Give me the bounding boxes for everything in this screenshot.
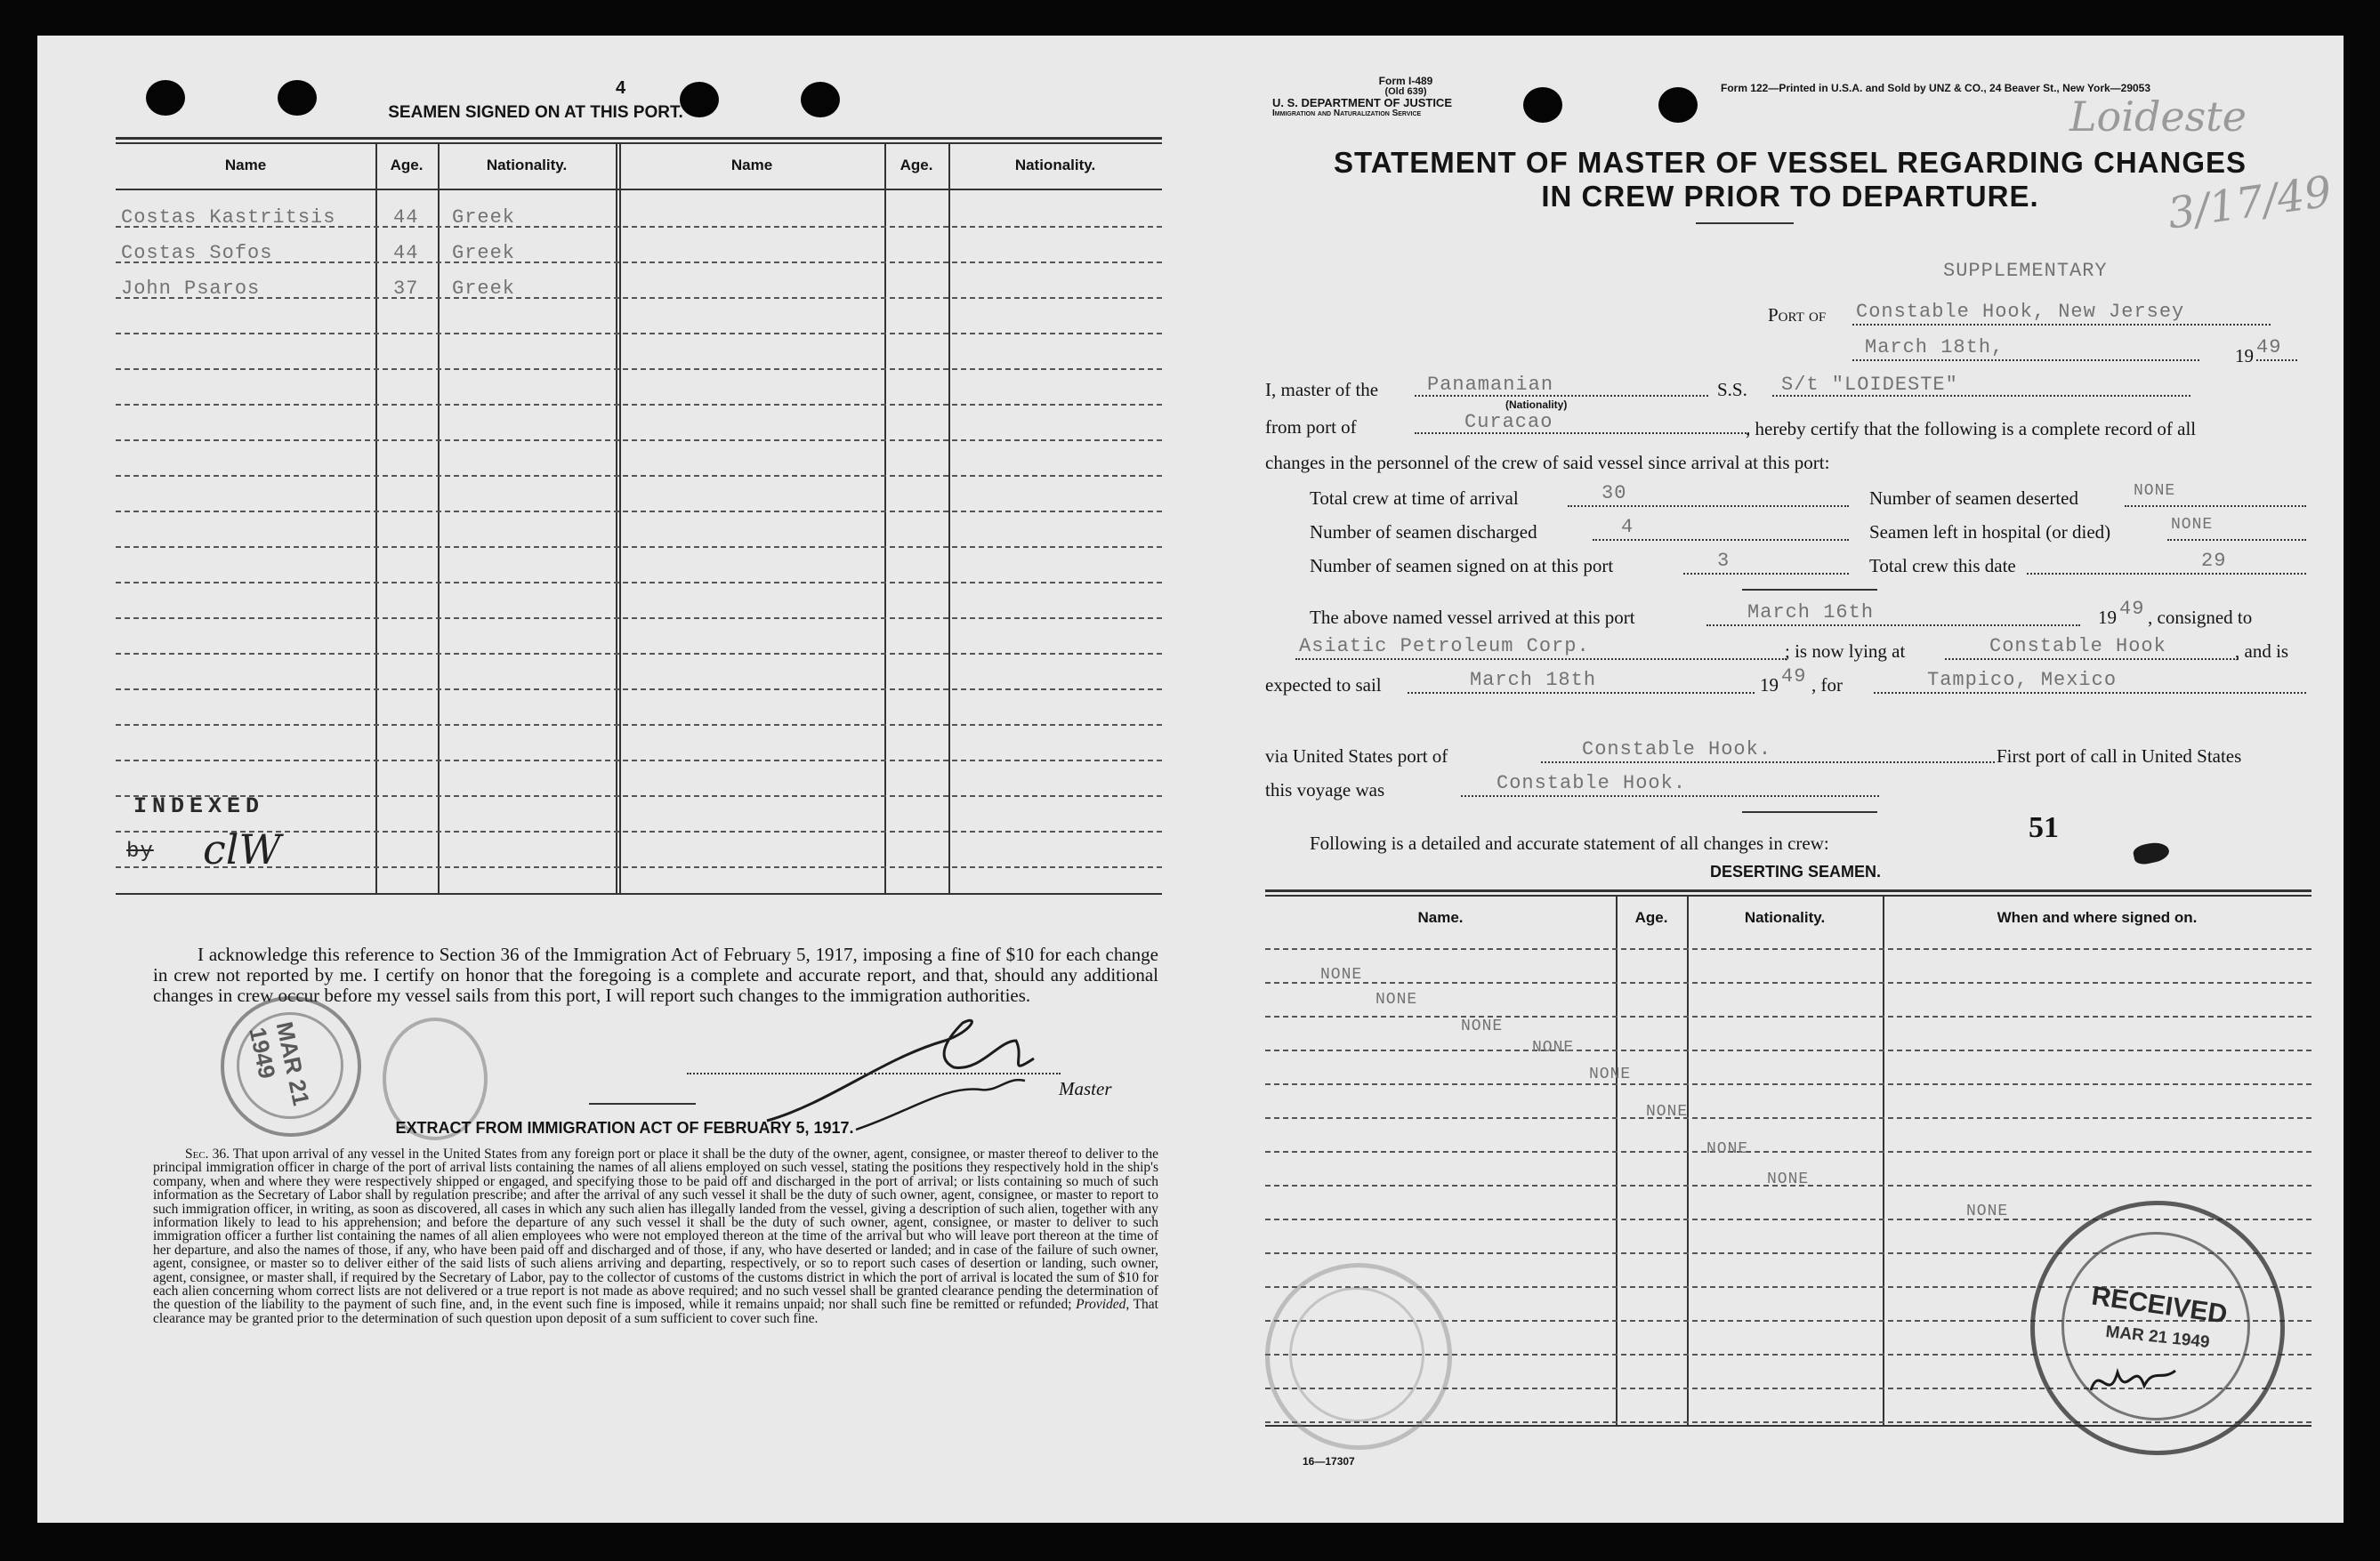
row-rule (1265, 1016, 2311, 1018)
arrived-year-prefix: 19 (2098, 607, 2117, 628)
total-crew-arrival-label: Total crew at time of arrival (1310, 487, 1519, 509)
printer-note: Form 122—Printed in U.S.A. and Sold by UNZ & CO., 24 Beaver St., New York—29053 (1721, 82, 2151, 94)
punch-hole (801, 82, 840, 117)
seaman-name: John Psaros (121, 278, 261, 300)
total-crew-date-line (2027, 573, 2306, 575)
ss-label: S.S. (1717, 379, 1747, 400)
short-rule (1742, 811, 1877, 813)
form-title-line1: STATEMENT OF MASTER OF VESSEL REGARDING CHANGES (1333, 146, 2247, 179)
service: Immigration and Naturalization Service (1272, 109, 1422, 118)
consignee-line (1295, 658, 1787, 660)
row-rule (1265, 1151, 2311, 1153)
none-entry: NONE (1461, 1018, 1504, 1035)
column-divider (375, 142, 377, 893)
total-crew-arrival-value: 30 (1601, 482, 1627, 504)
hospital-value: NONE (2171, 516, 2214, 534)
seaman-name: Costas Kastritsis (121, 206, 336, 229)
seaman-nationality: Greek (452, 206, 516, 229)
none-entry: NONE (1706, 1140, 1749, 1158)
row-rule (116, 404, 1162, 406)
voyage-label: this voyage was (1265, 779, 1385, 801)
row-rule (116, 795, 1162, 797)
seaman-nationality: Greek (452, 242, 516, 264)
changes-text: changes in the personnel of the crew of said vessel since arrival at this port: (1265, 452, 1830, 473)
column-divider (1687, 895, 1689, 1425)
for-label: , for (1811, 674, 1843, 696)
seaman-age: 37 (393, 278, 419, 300)
expected-label: expected to sail (1265, 674, 1382, 696)
row-rule (1265, 1117, 2311, 1119)
date-line (1852, 359, 2199, 361)
received-label: RECEIVED (2089, 1281, 2230, 1330)
expected-value: March 18th (1470, 669, 1597, 691)
column-divider (438, 142, 440, 893)
none-entry: NONE (1966, 1203, 2009, 1220)
sheet-number: 51 (2029, 811, 2059, 844)
handwritten-date: 3/17/49 (2165, 166, 2336, 239)
punch-hole (1523, 87, 1562, 123)
via-label: via United States port of (1265, 745, 1448, 767)
date-value: March 18th, (1865, 336, 2005, 358)
column-header-name: Name (224, 157, 267, 173)
row-rule (116, 368, 1162, 370)
row-rule (116, 617, 1162, 619)
first-port-label: First port of call in United States (1997, 745, 2242, 767)
signed-on-label: Number of seamen signed on at this port (1310, 555, 1614, 576)
deserting-table-top-rule (1265, 889, 2311, 892)
indexed-initials: clW (203, 825, 281, 873)
master-signature-line (687, 1073, 1061, 1074)
total-crew-date-value: 29 (2201, 550, 2227, 572)
voyage-line (1461, 795, 1879, 797)
section-label: Sec. 36. (185, 1147, 230, 1162)
row-rule (1265, 982, 2311, 984)
deserting-heading: DESERTING SEAMEN. (1710, 863, 1882, 881)
discharged-label: Number of seamen discharged (1310, 521, 1537, 543)
from-port-label: from port of (1265, 416, 1357, 438)
following-label: Following is a detailed and accurate statement of all changes in crew: (1310, 833, 1829, 854)
supplementary-stamp: SUPPLEMENTARY (1943, 260, 2108, 282)
deserting-table-top-rule (1265, 895, 2311, 897)
seaman-name: Costas Sofos (121, 242, 273, 264)
short-rule (1742, 589, 1877, 591)
deserted-value: NONE (2134, 482, 2176, 500)
column-divider (619, 142, 621, 893)
signed-on-line (1683, 573, 1849, 575)
row-rule (1265, 948, 2311, 950)
row-rule (1265, 1083, 2311, 1085)
postmark-date: MAR 21 1949 (244, 1019, 315, 1108)
discharged-line (1593, 539, 1849, 541)
via-value: Constable Hook. (1582, 738, 1772, 760)
nationality-caption: (Nationality) (1505, 398, 1568, 411)
punch-hole (146, 80, 185, 116)
expected-year-value: 49 (1781, 665, 1807, 688)
signed-on-value: 3 (1717, 550, 1731, 572)
form-title-line2: IN CREW PRIOR TO DEPARTURE. (1541, 180, 2039, 213)
hospital-line (2167, 539, 2306, 541)
table-top-rule (116, 137, 1162, 140)
arrived-value: March 16th (1747, 601, 1875, 624)
table-top-rule (116, 142, 1162, 144)
none-entry: NONE (1646, 1103, 1689, 1121)
none-entry: NONE (1532, 1039, 1575, 1057)
received-date: MAR 21 1949 (2104, 1322, 2211, 1353)
received-initials (2086, 1355, 2184, 1408)
hospital-label: Seamen left in hospital (or died) (1869, 521, 2111, 543)
total-crew-arrival-line (1568, 505, 1849, 507)
received-stamp (2030, 1201, 2285, 1455)
department: U. S. DEPARTMENT OF JUSTICE (1272, 96, 1452, 109)
column-divider (948, 142, 950, 893)
row-rule (116, 724, 1162, 726)
extract-tail: That clearance may be granted prior to the determination of such question upon deposit of a sum sufficient to cover such fine. (153, 1297, 1158, 1326)
lying-value: Constable Hook (1989, 635, 2166, 657)
nationality-value: Panamanian (1427, 374, 1554, 396)
extract-title: EXTRACT FROM IMMIGRATION ACT OF FEBRUARY 5, 1917. (395, 1119, 854, 1137)
port-line (1852, 324, 2271, 326)
from-port-line (1415, 432, 1749, 434)
row-rule (116, 333, 1162, 334)
row-rule (116, 760, 1162, 761)
seaman-age: 44 (393, 206, 419, 229)
seaman-nationality: Greek (452, 278, 516, 300)
row-rule (116, 475, 1162, 477)
row-rule (116, 653, 1162, 655)
arrived-label: The above named vessel arrived at this port (1310, 607, 1635, 628)
none-entry: NONE (1320, 966, 1363, 984)
arrived-line (1706, 624, 2080, 626)
lying-label: ; is now lying at (1785, 640, 1906, 662)
handwritten-vessel-name: Loideste (2069, 93, 2247, 141)
lying-line (1945, 658, 2239, 660)
none-entry: NONE (1767, 1171, 1810, 1188)
certify-text: , hereby certify that the following is a complete record of all (1746, 418, 2197, 439)
row-rule (116, 511, 1162, 512)
column-header-nationality: Nationality. (486, 157, 568, 173)
none-entry: NONE (1589, 1066, 1632, 1083)
for-line (1874, 692, 2306, 694)
year-line (2256, 359, 2297, 361)
footer-code: 16—17307 (1303, 1455, 1355, 1468)
indexed-stamp: INDEXED (133, 793, 265, 819)
total-crew-date-label: Total crew this date (1869, 555, 2016, 576)
for-value: Tampico, Mexico (1927, 669, 2118, 691)
none-entry: NONE (1376, 991, 1418, 1009)
header-rule (116, 189, 1162, 190)
acknowledgement-text: I acknowledge this reference to Section 36 of the Immigration Act of February 5, 1917, imposing a fine of $10 for each change in crew not reported by me. I certify on honor that the foregoing is a complete and accurate report, and that, should any additional changes in crew occur before my vessel sails from this port, I will report such changes to the immigration authorities. (153, 944, 1158, 1006)
year-prefix: 19 (2235, 345, 2254, 366)
master-of-label: I, master of the (1265, 379, 1379, 400)
table-bottom-rule (116, 893, 1162, 895)
column-header-when-where: When and where signed on. (1997, 909, 2198, 926)
row-rule (116, 582, 1162, 583)
signed-on-heading: SEAMEN SIGNED ON AT THIS PORT. (388, 103, 683, 122)
column-divider (1883, 895, 1884, 1425)
consigned-label: , consigned to (2148, 607, 2253, 628)
voyage-value: Constable Hook. (1497, 772, 1687, 794)
from-port-value: Curacao (1464, 411, 1553, 433)
row-rule (116, 688, 1162, 690)
extract-provided: Provided, (1076, 1297, 1130, 1313)
column-header-age: Age. (900, 157, 933, 173)
port-of-label: Port of (1768, 304, 1827, 326)
document-page (37, 36, 2344, 1523)
master-label: Master (1059, 1078, 1112, 1099)
form-number: Form I-489 (1378, 75, 1433, 87)
port-of-value: Constable Hook, New Jersey (1856, 301, 2185, 323)
vessel-value: S/t "LOIDESTE" (1781, 374, 1958, 396)
column-header-age: Age. (390, 157, 424, 173)
row-rule (116, 439, 1162, 441)
extract-paragraph (153, 1147, 1158, 1325)
column-divider (884, 142, 886, 893)
row-rule (1265, 1050, 2311, 1051)
extract-body: That upon arrival of any vessel in the United States from any foreign port or place it shall be the duty of the owner, agent, consignee, or master thereof to deliver to the principal immigration officer in charge of the port of arrival lists containing the names of all aliens employed on such vessel, stating the positions they respectively hold in the ship's company, when and where they were respectively shipped or engaged, and specifying those to be paid off and discharged in the port of arrival; or lists containing so much of such information as the Secretary of Labor shall by regulation prescribe; and after the arrival of any such vessel it shall be the duty of such owner, agent, consignee, or master to report to such immigration officer, in writing, as soon as discovered, all cases in which any such alien has illegally landed from the vessel, giving a description of such alien, together with any information likely to lead to his apprehension; and before the departure of any such vessel it shall be the duty of such owner, agent, consignee, or master to deliver to such immigration officer a further list containing the names of all alien employees who were not employed thereon at the time of the arrival but who will leave port thereon at the time of her departure, and also the names of those, if any, who have been paid off and discharged and of those, if any, who have deserted or landed; and in case of the failure of such owner, agent, consignee, or master so to deliver either of the said lists of such aliens arriving and departing, respectively, or so to report such cases of desertion or landing, such owner, agent, consignee, or master shall, if required by the Secretary of Labor, pay to the collector of customs of the customs district in which the port of arrival is located the sum of $10 for each alien concerning whom correct lists are not delivered or a true report is not made as above required; and no such vessel shall be granted clearance pending the determination of the question of the liability to the payment of such fine, and, in the event such fine is imposed, while it remains unpaid; nor shall such fine be remitted or refunded; (153, 1147, 1158, 1313)
indexed-by: by (126, 840, 154, 864)
year-value: 49 (2256, 336, 2282, 358)
discharged-value: 4 (1621, 516, 1634, 538)
column-header-name: Name. (1417, 909, 1464, 926)
short-rule (589, 1103, 696, 1105)
column-divider (1616, 895, 1618, 1425)
title-rule (1696, 222, 1794, 224)
ink-mark (2132, 840, 2171, 866)
row-rule (116, 546, 1162, 548)
column-header-nationality: Nationality. (1744, 909, 1826, 926)
seaman-age: 44 (393, 242, 419, 264)
expected-line (1408, 692, 1755, 694)
consignee-value: Asiatic Petroleum Corp. (1299, 635, 1590, 657)
and-is-label: , and is (2235, 640, 2289, 662)
column-header-name: Name (730, 157, 773, 173)
column-header-age: Age. (1634, 909, 1668, 926)
page-number: 4 (616, 78, 626, 98)
deserted-line (2125, 505, 2306, 507)
faint-stamp (1265, 1263, 1452, 1450)
expected-year-prefix: 19 (1760, 674, 1779, 696)
column-divider (616, 142, 617, 893)
row-rule (116, 297, 1162, 299)
deserted-label: Number of seamen deserted (1869, 487, 2078, 509)
form-old-number: (Old 639) (1384, 86, 1427, 97)
nationality-line (1415, 395, 1708, 397)
via-line (1541, 761, 1995, 763)
punch-hole (1658, 87, 1698, 123)
vessel-line (1772, 395, 2190, 397)
column-header-nationality: Nationality. (1014, 157, 1096, 173)
arrived-year-value: 49 (2119, 598, 2145, 620)
